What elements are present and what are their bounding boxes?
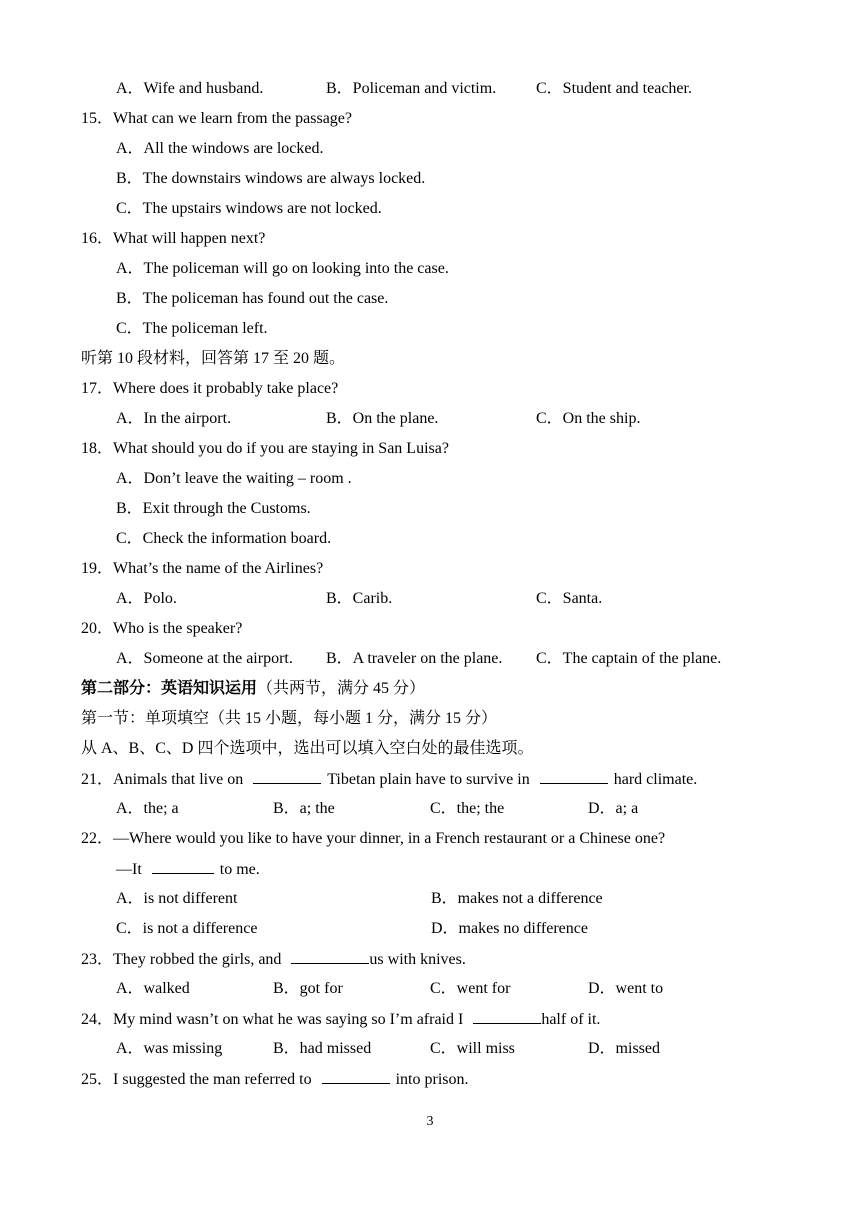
q21-option-c: C．the; the	[430, 800, 505, 817]
q14-option-c: C．Student and teacher.	[536, 80, 692, 97]
q17-option-b: B．On the plane.	[326, 410, 439, 427]
question-number: 16．	[81, 230, 114, 247]
q15-option-b: B．The downstairs windows are always locked.	[116, 170, 426, 187]
q23-stem	[81, 947, 466, 971]
question-text: What will happen next?	[113, 230, 266, 247]
q17-option-a: A．In the airport.	[116, 410, 232, 427]
question-text: —Where would you like to have your dinner, in a French restaurant or a Chinese one?	[113, 830, 666, 847]
q20-option-a: A．Someone at the airport.	[116, 650, 293, 667]
q18-option-b: B．Exit through the Customs.	[116, 500, 311, 517]
q16-stem	[81, 227, 265, 251]
q17-stem	[81, 377, 338, 401]
q24-stem	[81, 1007, 600, 1031]
q21-option-a: A．the; a	[116, 800, 179, 817]
q22-option-a: A．is not different	[116, 890, 238, 907]
q24-option-d: D．missed	[588, 1040, 661, 1057]
question-number: 23．	[81, 951, 114, 968]
q24-option-c: C．will miss	[430, 1040, 515, 1057]
question-text: Where does it probably take place?	[113, 380, 339, 397]
question-text: Tibetan plain have to survive in	[327, 771, 530, 788]
part2-title: 第二部分：英语知识运用	[81, 680, 258, 697]
q21-stem	[81, 767, 697, 791]
question-number: 18．	[81, 440, 114, 457]
question-number: 19．	[81, 560, 114, 577]
q23-option-d: D．went to	[588, 980, 664, 997]
question-number: 22．	[81, 830, 114, 847]
q18-stem	[81, 437, 449, 461]
question-number: 21．	[81, 771, 114, 788]
q23-option-c: C．went for	[430, 980, 511, 997]
q16-option-b: B．The policeman has found out the case.	[116, 290, 389, 307]
q20-stem	[81, 617, 242, 641]
q22-option-d: D．makes no difference	[431, 920, 588, 937]
answer-blank	[322, 1067, 390, 1084]
q19-option-a: A．Polo.	[116, 590, 177, 607]
q16-option-a: A．The policeman will go on looking into the case.	[116, 260, 449, 277]
part2-heading	[81, 677, 425, 701]
question-text: They robbed the girls, and	[113, 951, 282, 968]
q15-option-c: C．The upstairs windows are not locked.	[116, 200, 382, 217]
question-text: What’s the name of the Airlines?	[113, 560, 324, 577]
question-text: What should you do if you are staying in San Luisa?	[113, 440, 449, 457]
question-number: 15．	[81, 110, 114, 127]
q23-option-a: A．walked	[116, 980, 190, 997]
question-text: What can we learn from the passage?	[113, 110, 353, 127]
answer-blank	[540, 767, 608, 784]
answer-blank	[253, 767, 321, 784]
question-text: Who is the speaker?	[113, 620, 243, 637]
question-text: half of it.	[541, 1011, 601, 1028]
q19-stem	[81, 557, 323, 581]
q14-option-a: A．Wife and husband.	[116, 80, 264, 97]
q23-option-b: B．got for	[273, 980, 343, 997]
q20-option-c: C．The captain of the plane.	[536, 650, 722, 667]
q22-option-c: C．is not a difference	[116, 920, 258, 937]
question-number: 25．	[81, 1071, 114, 1088]
answer-blank	[473, 1007, 541, 1024]
q22-stem-line2	[116, 857, 260, 881]
q16-option-c: C．The policeman left.	[116, 320, 268, 337]
q17-option-c: C．On the ship.	[536, 410, 641, 427]
part2-note: （共两节，满分 45 分）	[257, 680, 426, 697]
q19-option-c: C．Santa.	[536, 590, 603, 607]
q18-option-a: A．Don’t leave the waiting – room .	[116, 470, 352, 487]
question-text: into prison.	[395, 1071, 469, 1088]
q22-option-b: B．makes not a difference	[431, 890, 603, 907]
answer-blank	[152, 857, 214, 874]
question-number: 24．	[81, 1011, 114, 1028]
q21-option-b: B．a; the	[273, 800, 335, 817]
q24-option-a: A．was missing	[116, 1040, 223, 1057]
section1-instruction: 从 A、B、C、D 四个选项中，选出可以填入空白处的最佳选项。	[81, 740, 534, 757]
question-text: to me.	[219, 861, 260, 878]
q19-option-b: B．Carib.	[326, 590, 393, 607]
question-text: —It	[116, 861, 142, 878]
question-text: hard climate.	[613, 771, 698, 788]
question-text: My mind wasn’t on what he was saying so I’m afraid I	[113, 1011, 464, 1028]
q24-option-b: B．had missed	[273, 1040, 372, 1057]
section1-heading: 第一节：单项填空（共 15 小题，每小题 1 分，满分 15 分）	[81, 710, 498, 727]
q21-option-d: D．a; a	[588, 800, 639, 817]
page-number: 3	[426, 1114, 434, 1129]
answer-blank	[291, 947, 369, 964]
q22-stem	[81, 827, 665, 851]
q14-option-b: B．Policeman and victim.	[326, 80, 497, 97]
question-number: 17．	[81, 380, 114, 397]
listening-material-heading: 听第 10 段材料，回答第 17 至 20 题。	[81, 350, 346, 367]
q25-stem	[81, 1067, 469, 1091]
question-text: I suggested the man referred to	[113, 1071, 312, 1088]
q18-option-c: C．Check the information board.	[116, 530, 332, 547]
question-number: 20．	[81, 620, 114, 637]
question-text: us with knives.	[369, 951, 466, 968]
question-text: Animals that live on	[113, 771, 244, 788]
q20-option-b: B．A traveler on the plane.	[326, 650, 503, 667]
q15-option-a: A．All the windows are locked.	[116, 140, 324, 157]
q15-stem	[81, 107, 352, 131]
